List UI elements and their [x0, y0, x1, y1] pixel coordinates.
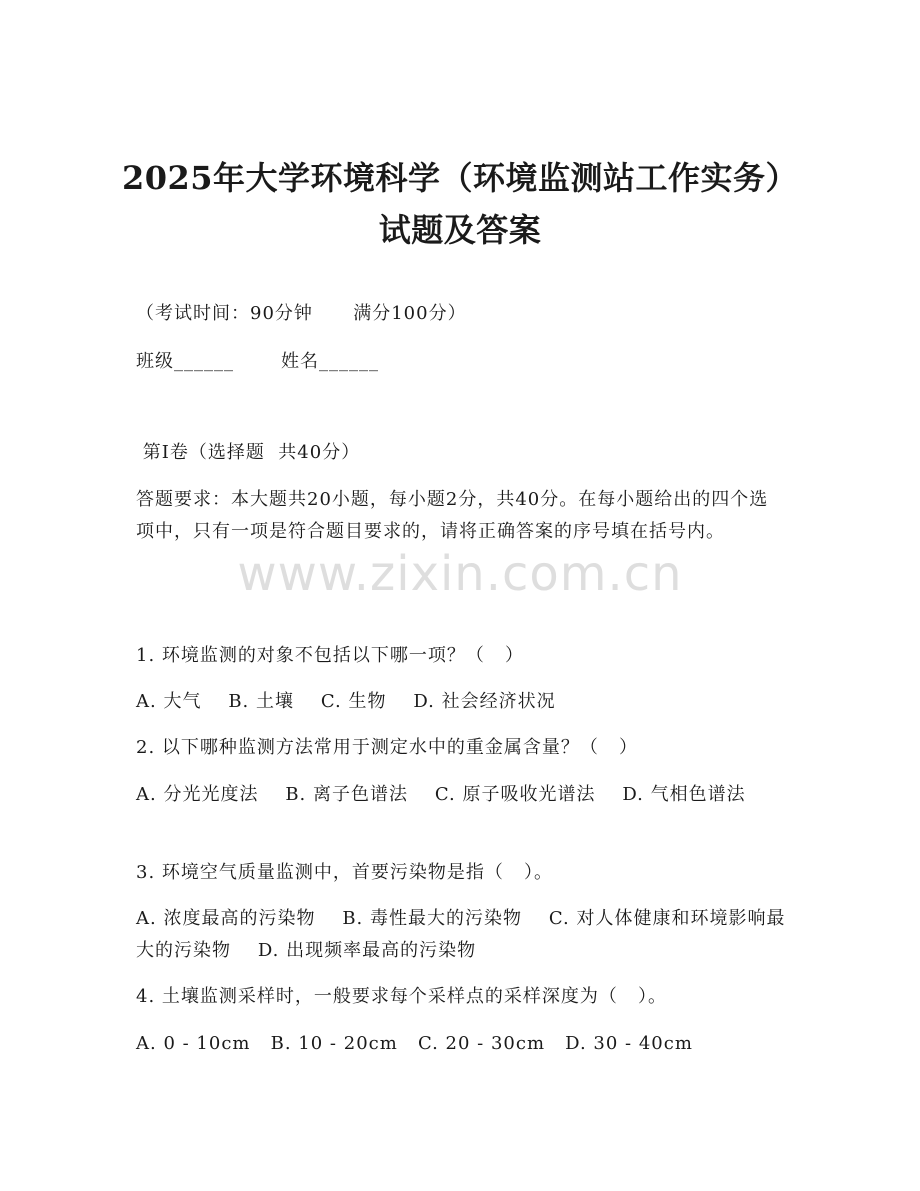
- question-1-options: A. 大气 B. 土壤 C. 生物 D. 社会经济状况: [136, 691, 556, 712]
- student-info: 班级______ 姓名______: [136, 351, 380, 372]
- document-title: 2025年大学环境科学（环境监测站工作实务）试题及答案: [121, 159, 799, 249]
- question-1-stem: 1. 环境监测的对象不包括以下哪一项？（ ）: [136, 645, 525, 666]
- watermark: www.zixin.com.cn: [237, 546, 683, 602]
- exam-info: （考试时间：90分钟 满分100分）: [136, 303, 467, 324]
- question-4-stem: 4. 土壤监测采样时，一般要求每个采样点的采样深度为（ ）。: [136, 986, 668, 1007]
- section-title: 第I卷（选择题 共40分）: [136, 442, 361, 463]
- question-3-options: A. 浓度最高的污染物 B. 毒性最大的污染物 C. 对人体健康和环境影响最大的污染物 D. 出现频率最高的污染物: [136, 908, 786, 961]
- answer-instructions: 答题要求：本大题共20小题，每小题2分，共40分。在每小题给出的四个选项中，只有一项是符合题目要求的，请将正确答案的序号填在括号内。: [136, 489, 769, 542]
- question-2-options: A. 分光光度法 B. 离子色谱法 C. 原子吸收光谱法 D. 气相色谱法: [136, 784, 746, 805]
- question-4-options: A. 0 - 10cm B. 10 - 20cm C. 20 - 30cm D. 30 - 40cm: [136, 1033, 693, 1054]
- question-3-stem: 3. 环境空气质量监测中，首要污染物是指（ ）。: [136, 862, 554, 883]
- question-2-stem: 2. 以下哪种监测方法常用于测定水中的重金属含量？（ ）: [136, 737, 639, 758]
